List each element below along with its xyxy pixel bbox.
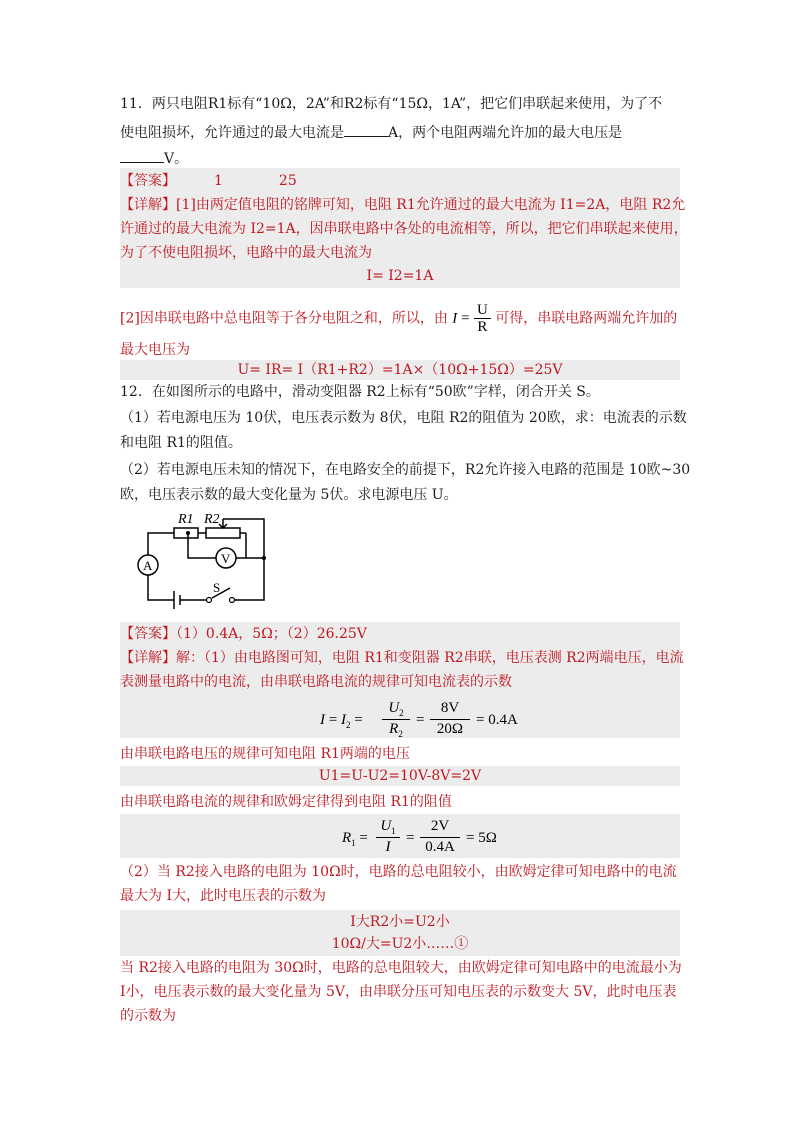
answer-value-2: 25 xyxy=(278,173,297,189)
q12-detail-9: 的示数为 xyxy=(120,1008,176,1024)
q11-line1: 11．两只电阻R1标有“10Ω，2A”和R2标有“15Ω，1A”，把它们串联起来使用，为了不 xyxy=(120,96,663,112)
q11-detail-5: 最大电压为 xyxy=(120,342,190,358)
q12-equation-4: I大R2小=U2小 xyxy=(350,914,450,930)
q12-detail-8: I小，电压表示数的最大变化量为 5V，由串联分压可知电压表的示数变大 5V，此时电压表 xyxy=(120,984,677,1000)
r2-label: R2 xyxy=(204,512,220,527)
circuit-diagram xyxy=(126,503,286,613)
q12-answer: 【答案】（1）0.4A，5Ω；（2）26.25V xyxy=(120,626,367,642)
q11-equation-2: U= IR= I（R1+R2）=1A×（10Ω+15Ω）=25V xyxy=(237,362,563,378)
answer-blank-1 xyxy=(344,122,388,137)
q11-line2 xyxy=(120,122,622,143)
q12-equation-2: U1=U-U2=10V-8V=2V xyxy=(318,768,482,784)
q12-detail-1: 【详解】解：（1）由电路图可知，电阻 R1和变阻器 R2串联，电压表测 R2两端电压，电流 xyxy=(120,650,684,666)
q12-detail-3: 由串联电路电压的规律可知电阻 R1两端的电压 xyxy=(120,746,410,762)
q12-detail-6: 最大为 I大，此时电压表的示数为 xyxy=(120,888,326,904)
q12-line4: （2）若电源电压未知的情况下，在电路安全的前提下，R2允许接入电路的范围是 10欧~30 xyxy=(120,462,691,478)
q12-line2: （1）若电源电压为 10伏，电压表示数为 8伏，电阻 R2的阻值为 20欧，求：电流表的示数 xyxy=(120,410,687,426)
q11-line2-b: A，两个电阻两端允许加的最大电压是 xyxy=(388,125,623,141)
q11-equation-1: I= I2=1A xyxy=(366,268,434,284)
q11-detail-4 xyxy=(120,302,677,335)
q11-detail-4b: 可得，串联电路两端允许加的 xyxy=(495,310,678,327)
q12-line3: 和电阻 R1的阻值。 xyxy=(120,435,242,451)
q11-line3 xyxy=(120,148,188,169)
q12-line1: 12．在如图所示的电路中，滑动变阻器 R2上标有“50欧”字样，闭合开关 S。 xyxy=(120,384,600,400)
q11-detail-2: 许通过的最大电流为 I2=1A，因串联电路中各处的电流相等，所以，把它们串联起来使用， xyxy=(120,221,688,237)
q12-detail-2: 表测量电路中的电流，由串联电路电流的规律可知电流表的示数 xyxy=(120,674,512,690)
q12-equation-5: 10Ω/大=U2小……① xyxy=(331,936,469,952)
answer-value-1: 1 xyxy=(214,173,223,189)
q12-detail-4: 由串联电路电流的规律和欧姆定律得到电阻 R1的阻值 xyxy=(120,794,452,810)
q11-detail-4a: [2]因串联电路中总电阻等于各分电阻之和，所以，由 xyxy=(120,310,448,327)
switch-label: S xyxy=(213,580,221,595)
ohm-law-formula: I = xyxy=(452,310,470,327)
answer-blank-2 xyxy=(120,148,164,163)
ohm-law-fraction: $\frac{U}{R}$ xyxy=(474,302,491,335)
q12-detail-7: 当 R2接入电路的电阻为 30Ω时，电路的总电阻较大，由欧姆定律可知电路中的电流最小为 xyxy=(120,960,682,976)
answer-label: 【答案】 xyxy=(120,173,176,189)
ammeter-label: A xyxy=(143,558,153,573)
q11-line2-a: 使电阻损坏，允许通过的最大电流是 xyxy=(120,125,344,141)
q11-answer xyxy=(120,171,297,191)
q11-detail-3: 为了不使电阻损坏，电路中的最大电流为 xyxy=(120,245,372,261)
q12-eq3-box xyxy=(120,814,680,858)
r1-label: R1 xyxy=(178,512,194,527)
q11-line3-b: V。 xyxy=(164,151,189,167)
q12-line5: 欧，电压表示数的最大变化量为 5伏。求电源电压 U。 xyxy=(120,487,458,503)
q12-detail-5: （2）当 R2接入电路的电阻为 10Ω时，电路的总电阻较小，由欧姆定律可知电路中的电流 xyxy=(120,864,677,880)
voltmeter-label: V xyxy=(221,551,231,566)
q11-detail-1: 【详解】[1]由两定值电阻的铭牌可知，电阻 R1允许通过的最大电流为 I1=2A，电阻 R2允 xyxy=(120,197,686,213)
